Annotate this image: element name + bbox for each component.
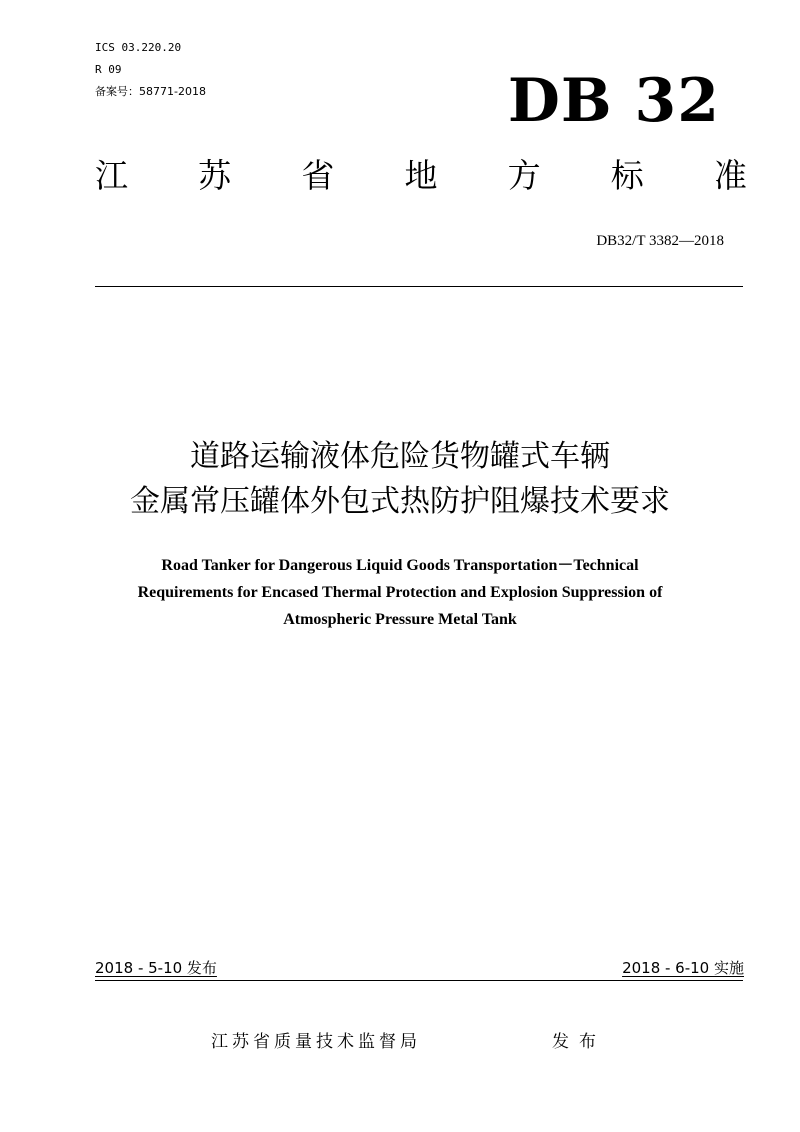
ccs-code: R 09 <box>95 63 122 76</box>
standard-type-char: 方 <box>507 156 541 195</box>
bottom-divider <box>95 980 743 981</box>
issue-date: 2018 - 5-10 发布 <box>95 959 217 977</box>
issuing-authority: 江苏省质量技术监督局 <box>211 1032 421 1052</box>
issue-label: 发布 <box>552 1032 606 1052</box>
title-zh-line-1: 道路运输液体危险货物罐式车辆 <box>190 439 610 474</box>
ics-code: ICS 03.220.20 <box>95 41 182 54</box>
implementation-date: 2018 - 6-10 实施 <box>622 959 744 977</box>
title-zh-line-2: 金属常压罐体外包式热防护阻爆技术要求 <box>130 484 670 519</box>
standard-type-char: 地 <box>404 156 438 195</box>
title-en-line-2: Requirements for Encased Thermal Protection and Explosion Suppression of <box>137 584 663 601</box>
db-mark: DB 32 <box>507 66 720 136</box>
standard-number: DB32/T 3382—2018 <box>596 233 724 249</box>
standard-type-char: 江 <box>95 156 128 195</box>
title-en-line-1: Road Tanker for Dangerous Liquid Goods Transportation－Technical <box>161 557 639 574</box>
filing-number: 备案号：58771-2018 <box>95 85 206 98</box>
title-en-line-3: Atmospheric Pressure Metal Tank <box>283 611 517 628</box>
top-divider <box>95 286 743 287</box>
standard-type-char: 省 <box>301 156 335 195</box>
standard-type-char: 苏 <box>198 156 232 195</box>
standard-type-heading <box>95 155 747 197</box>
standard-type-char: 标 <box>610 156 644 195</box>
standard-type-char: 准 <box>713 156 747 195</box>
